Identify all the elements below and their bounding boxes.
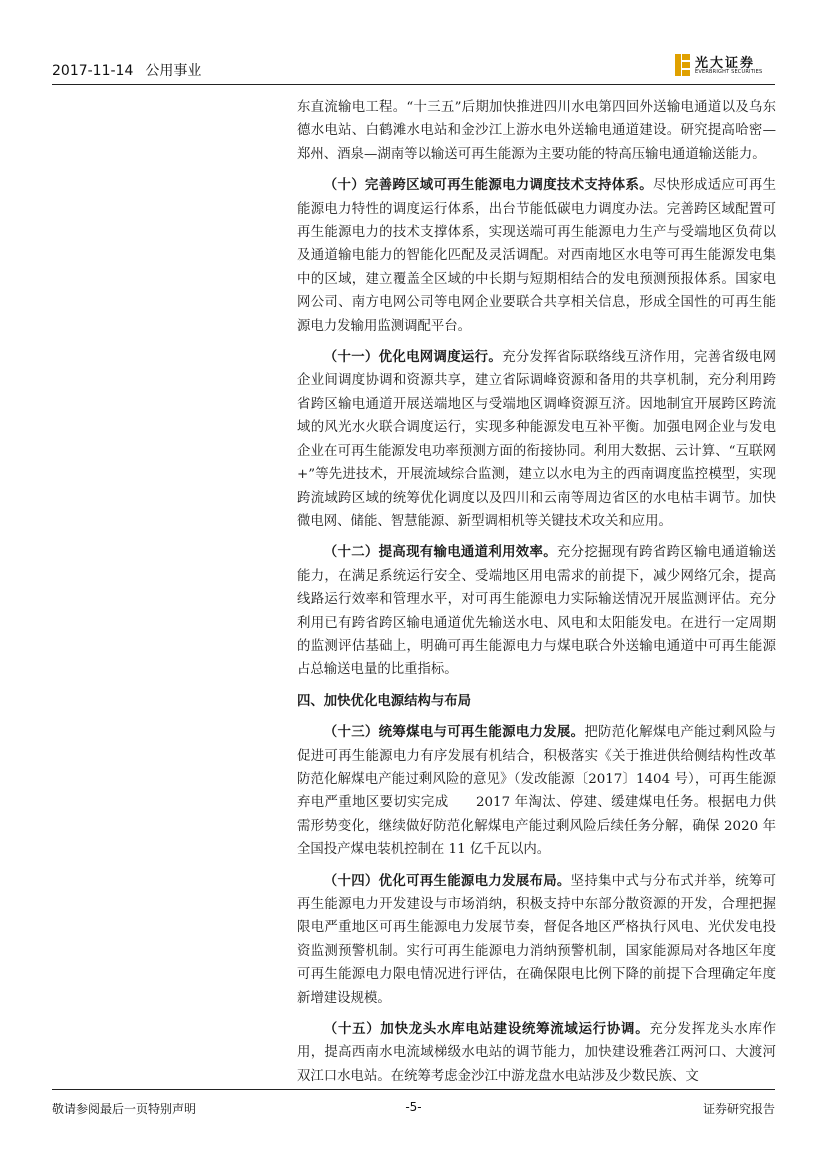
- paragraph-heading: （十四）优化可再生能源电力发展布局。: [323, 873, 571, 889]
- paragraph-text: 尽快形成适应可再生能源电力特性的调度运行体系，出台节能低碳电力调度办法。完善跨区域配置可再生能源电力的技术支撑体系，实现送端可再生能源电力生产与受端地区负荷以及通道输电能力的智能化匹配及灵活调配。对西南地区水电等可再生能源发电集中的区域，建立覆盖全区域的中长期与短期相结合的发电预测预报体系。国家电网公司、南方电网公司等电网企业要联合共享相关信息，形成全国性的可再生能源电力发输用监测调配平台。: [297, 178, 776, 334]
- page-header: [52, 48, 775, 85]
- paragraph: [297, 721, 776, 861]
- paragraph-heading: （十一）优化电网调度运行。: [323, 350, 503, 366]
- paragraph-heading: （十二）提高现有输电通道利用效率。: [323, 545, 557, 561]
- page-number: -5-: [405, 1100, 422, 1114]
- company-logo: [675, 52, 775, 80]
- paragraph-text: 坚持集中式与分布式并举，统筹可再生能源电力开发建设与市场消纳，积极支持中东部分散资源的开发，合理把握限电严重地区可再生能源电力发展节奏，督促各地区严格执行风电、光伏发电投资监测预警机制。实行可再生能源电力消纳预警机制，国家能源局对各地区年度可再生能源电力限电情况进行评估，在确保限电比例下降的前提下合理确定年度新增建设规模。: [297, 873, 777, 1006]
- logo-text-en: EVERBRIGHT SECURITIES: [695, 69, 763, 75]
- paragraph: 东直流输电工程。“十三五”后期加快推进四川水电第四回外送输电通道以及乌东德水电站、白鹤滩水电站和金沙江上游水电外送输电通道建设。研究提高哈密—郑州、酒泉—湖南等以输送可再生能源为主要功能的特高压输电通道输送能力。: [297, 100, 776, 162]
- paragraph-heading: （十三）统筹煤电与可再生能源电力发展。: [323, 725, 585, 741]
- paragraph-text: 充分发挥龙头水库作用，提高西南水电流域梯级水电站的调节能力，加快建设雅砻江两河口、大渡河双江口水电站。在统筹考虑金沙江中游龙盘水电站涉及少数民族、文: [297, 1022, 777, 1084]
- paragraph-text: 充分发挥省际联络线互济作用，完善省级电网企业间调度协调和资源共享，建立省际调峰资源和备用的共享机制，充分利用跨省跨区输电通道开展送端地区与受端地区调峰资源互济。因地制宜开展跨区跨流域的风光水火联合调度运行，实现多种能源发电互补平衡。加强电网企业与发电企业在可再生能源发电功率预测方面的衔接协同。利用大数据、云计算、“互联网+”等先进技术，开展流域综合监测，建立以水电为主的西南调度监控模型，实现跨流域跨区域的统筹优化调度以及四川和云南等周边省区的水电枯丰调节。加快微电网、储能、智慧能源、新型调相机等关键技术攻关和应用。: [297, 350, 777, 529]
- paragraph: [297, 174, 776, 338]
- paragraph: [297, 346, 776, 533]
- paragraph-text: 充分挖掘现有跨省跨区输电通道输送能力，在满足系统运行安全、受端地区用电需求的前提下，减少网络冗余，提高线路运行效率和管理水平，对可再生能源电力实际输送情况开展监测评估。充分利用已有跨省跨区输电通道优先输送水电、风电和太阳能发电。在进行一定周期的监测评估基础上，明确可再生能源电力与煤电联合外送输电通道中可再生能源占总输送电量的比重指标。: [297, 545, 777, 678]
- report-sector: 公用事业: [145, 63, 202, 79]
- disclaimer-note: 敬请参阅最后一页特别声明: [52, 1102, 197, 1116]
- paragraph: [297, 1018, 776, 1088]
- logo-mark-icon: [675, 54, 690, 76]
- paragraph: [297, 541, 776, 681]
- section-heading: 四、加快优化电源结构与布局: [297, 693, 472, 709]
- report-date: 2017-11-14: [52, 63, 134, 79]
- paragraph-text: 把防范化解煤电产能过剩风险与促进可再生能源电力有序发展有机结合，积极落实《关于推进供给侧结构性改革防范化解煤电产能过剩风险的意见》（发改能源〔2017〕1404 号），可再生能源弃电严重地区要切实完成 2017 年淘汰、停建、缓建煤电任务。根据电力供需形势变化，继续做好防范化解煤电产能过剩风险后续任务分解，确保 2020 年全国投产煤电装机控制在 11 亿千瓦以内。: [297, 725, 777, 858]
- report-body: [297, 96, 776, 1096]
- paragraph: [297, 870, 776, 1010]
- header-info: [52, 60, 201, 80]
- logo-text-cn: 光大证券: [695, 56, 756, 71]
- paragraph-heading: （十五）加快龙头水库电站建设统筹流域运行协调。: [323, 1022, 650, 1038]
- page-footer: [52, 1089, 775, 1130]
- report-type: 证券研究报告: [702, 1102, 775, 1116]
- paragraph-heading: （十）完善跨区域可再生能源电力调度技术支持体系。: [323, 178, 653, 194]
